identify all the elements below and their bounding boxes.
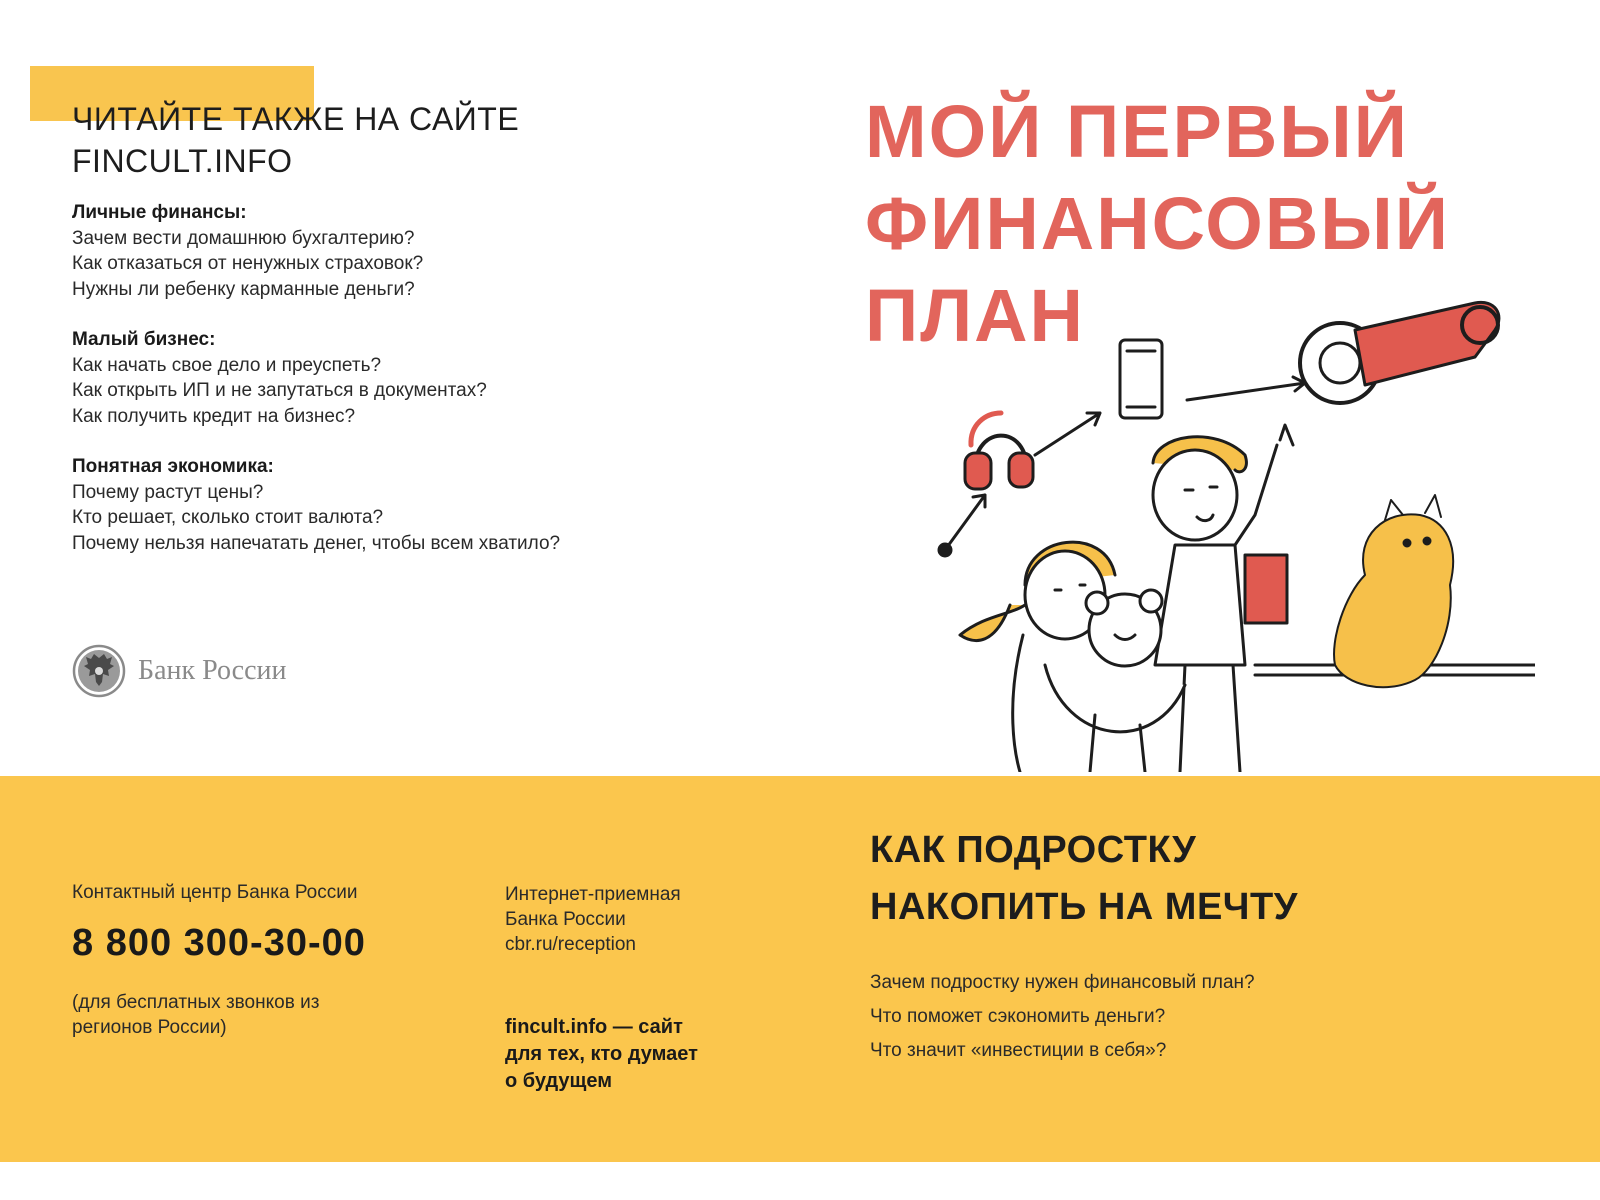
boy-figure [1153,425,1293,772]
headphones-icon [965,413,1033,489]
subtitle [870,822,1570,936]
tagline-line3: о будущем [505,1070,613,1092]
question-item: Зачем подростку нужен финансовый план? [870,972,1255,993]
phone-note: (для бесплатных звонков из регионов России) [72,992,320,1038]
hoverboard-icon [1300,302,1499,403]
arrow-icon [1187,377,1305,400]
topic-personal-finance [72,200,712,302]
main-title-line1: МОЙ ПЕРВЫЙ [865,90,1409,173]
topic-question: Как открыть ИП и не запутаться в документах? [72,380,487,401]
double-headed-eagle-icon [72,644,126,698]
contact-center-label: Контактный центр Банка России [72,882,358,903]
subtitle-line1: КАК ПОДРОСТКУ [870,829,1197,871]
reception-line2: Банка России [505,909,626,930]
main-title-line3: ПЛАН [865,274,1085,357]
topic-heading: Понятная экономика: [72,456,274,477]
phone-number[interactable]: 8 800 300-30-00 [72,922,366,964]
topic-economics [72,454,712,556]
topic-question: Как отказаться от ненужных страховок? [72,253,424,274]
topic-heading: Малый бизнес: [72,329,216,350]
main-title-line2: ФИНАНСОВЫЙ [865,182,1450,265]
subtitle-line2: НАКОПИТЬ НА МЕЧТУ [870,886,1298,928]
reception-link[interactable]: cbr.ru/reception [505,934,636,955]
read-also-title [72,98,632,182]
topic-question: Кто решает, сколько стоит валюта? [72,507,384,528]
arrow-icon [945,495,985,550]
topic-question: Почему растут цены? [72,481,264,503]
cat-icon [1334,495,1453,687]
topic-heading: Личные финансы: [72,202,247,223]
illustration [915,285,1535,772]
tagline-line1: fincult.info — сайт [505,1016,683,1038]
topic-question: Зачем вести домашнюю бухгалтерию? [72,227,415,249]
topic-small-business [72,327,712,429]
fincult-tagline [505,1014,765,1095]
question-item: Что поможет сэкономить деньги? [870,1006,1166,1027]
smartphone-icon [1120,340,1162,418]
topic-question: Нужны ли ребенку карманные деньги? [72,278,415,300]
read-also-title-line1: ЧИТАЙТЕ ТАКЖЕ НА САЙТЕ [72,101,520,137]
read-also-title-line2: FINCULT.INFO [72,143,293,179]
bank-name: Банк России [138,655,287,686]
arrow-icon [1035,413,1100,455]
topic-question: Как получить кредит на бизнес? [72,405,356,427]
topic-question: Как начать свое дело и преуспеть? [72,354,382,376]
question-item: Что значит «инвестиции в себя»? [870,1040,1167,1061]
subtitle-questions [870,966,1255,1068]
reception-line1: Интернет-приемная [505,884,681,905]
tagline-line2: для тех, кто думает [505,1043,698,1065]
topics-list [72,200,712,581]
bank-logo [72,644,287,698]
internet-reception [505,882,765,957]
topic-question: Почему нельзя напечатать денег, чтобы всем хватило? [72,532,561,554]
